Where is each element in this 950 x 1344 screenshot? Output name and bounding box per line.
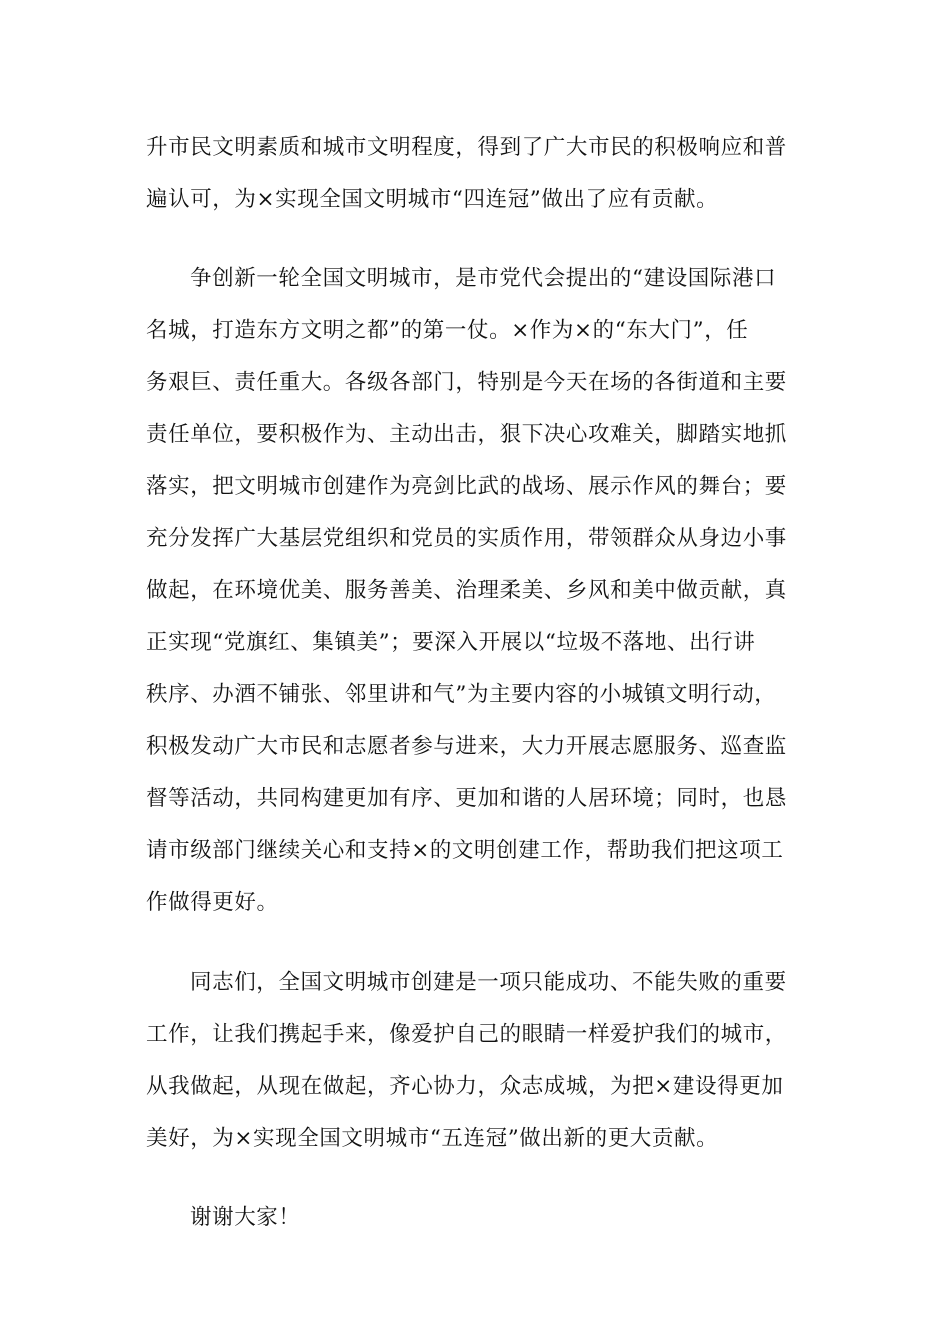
paragraph-2-line-12: 请市级部门继续关心和支持×的文明创建工作，帮助我们把这项工 — [146, 838, 784, 863]
paragraph-2-line-3: 务艰巨、责任重大。各级各部门，特别是今天在场的各街道和主要 — [146, 370, 787, 395]
paragraph-3-line-1: 同志们，全国文明城市创建是一项只能成功、不能失败的重要 — [190, 970, 787, 995]
paragraph-2-line-13: 作做得更好。 — [146, 890, 279, 915]
paragraph-2-line-8: 正实现“党旗红、集镇美”；要深入开展以“垃圾不落地、出行讲 — [146, 630, 756, 655]
paragraph-2-line-11: 督等活动，共同构建更加有序、更加和谐的人居环境；同时，也恳 — [146, 786, 787, 811]
paragraph-2-line-2: 名城，打造东方文明之都”的第一仗。×作为×的“东大门”，任 — [146, 318, 749, 343]
paragraph-2-line-5: 落实，把文明城市创建作为亮剑比武的战场、展示作风的舞台；要 — [146, 474, 787, 499]
paragraph-2-line-1: 争创新一轮全国文明城市，是市党代会提出的“建设国际港口 — [190, 266, 777, 291]
closing-thanks: 谢谢大家！ — [190, 1205, 301, 1230]
paragraph-2-line-4: 责任单位，要积极作为、主动出击，狠下决心攻难关，脚踏实地抓 — [146, 422, 787, 447]
paragraph-1-line-2: 遍认可，为×实现全国文明城市“四连冠”做出了应有贡献。 — [146, 187, 719, 212]
paragraph-2-line-7: 做起，在环境优美、服务善美、治理柔美、乡风和美中做贡献，真 — [146, 578, 787, 603]
paragraph-2-line-6: 充分发挥广大基层党组织和党员的实质作用，带领群众从身边小事 — [146, 526, 787, 551]
paragraph-1-line-1: 升市民文明素质和城市文明程度，得到了广大市民的积极响应和普 — [146, 135, 787, 160]
paragraph-2-line-9: 秩序、办酒不铺张、邻里讲和气”为主要内容的小城镇文明行动， — [146, 682, 777, 707]
paragraph-2-line-10: 积极发动广大市民和志愿者参与进来，大力开展志愿服务、巡查监 — [146, 734, 787, 759]
paragraph-3-line-3: 从我做起，从现在做起，齐心协力，众志成城，为把×建设得更加 — [146, 1074, 784, 1099]
paragraph-3-line-2: 工作，让我们携起手来，像爱护自己的眼睛一样爱护我们的城市， — [146, 1022, 787, 1047]
paragraph-3-line-4: 美好，为×实现全国文明城市“五连冠”做出新的更大贡献。 — [146, 1126, 719, 1151]
